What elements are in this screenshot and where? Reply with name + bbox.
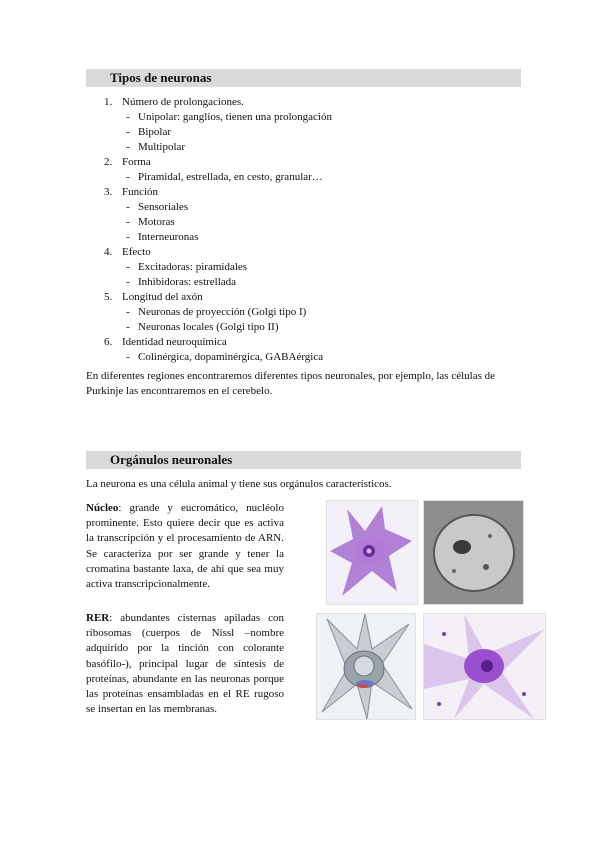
list-number: 1. <box>104 96 113 108</box>
dash-bullet: - <box>126 276 130 288</box>
term-rer: RER <box>86 612 110 624</box>
sub-list-text: Bipolar <box>138 126 171 138</box>
list-item <box>100 185 520 200</box>
sub-list-text: Excitadoras: piramidales <box>138 261 248 273</box>
dash-bullet: - <box>126 126 130 138</box>
list-number: 2. <box>104 156 113 168</box>
sub-list-item <box>100 215 520 230</box>
sub-list-item <box>100 110 520 125</box>
list-number: 3. <box>104 186 113 198</box>
dash-bullet: - <box>126 351 130 363</box>
sub-list-text: Interneuronas <box>138 231 199 243</box>
section-header-organulos <box>86 451 521 469</box>
sub-list-text: Motoras <box>138 216 175 228</box>
text-nucleo: : grande y eucromático, nucléolo prominente. Esto quiere decir que es activa la transcripción y el procesamiento de ARN. Se caracteriza por ser grande y tener la cromatina bastante laxa, de ahí que sea muy activa transcripcionalmente. <box>86 502 284 591</box>
sub-list-item <box>100 320 520 335</box>
dash-bullet: - <box>126 231 130 243</box>
dash-bullet: - <box>126 216 130 228</box>
sub-list-text: Unipolar: ganglios, tienen una prolongación <box>138 111 332 123</box>
electron-micrograph-nucleus <box>423 500 524 605</box>
sub-list-item <box>100 140 520 155</box>
neuron-stain-image-1 <box>326 500 418 605</box>
sub-list-text: Neuronas de proyección (Golgi tipo I) <box>138 306 307 318</box>
list-item <box>100 245 520 260</box>
list-item <box>100 95 520 110</box>
section-header-tipos <box>86 69 521 87</box>
sub-list-item <box>100 200 520 215</box>
list-item <box>100 155 520 170</box>
dash-bullet: - <box>126 141 130 153</box>
list-label: Función <box>122 186 159 198</box>
sub-list-item <box>100 230 520 245</box>
neuron-types-list <box>100 95 520 365</box>
term-nucleo: Núcleo <box>86 502 119 514</box>
section-title: Orgánulos neuronales <box>110 452 233 467</box>
dash-bullet: - <box>126 111 130 123</box>
sub-list-item <box>100 350 520 365</box>
dash-bullet: - <box>126 261 130 273</box>
list-number: 6. <box>104 336 113 348</box>
list-item <box>100 335 520 350</box>
dash-bullet: - <box>126 321 130 333</box>
sub-list-item <box>100 125 520 140</box>
list-number: 4. <box>104 246 113 258</box>
text-rer: : abundantes cisternas apiladas con ribosomas (cuerpos de Nissl –nombre adquirido por la tinción con colorante basófilo-), principal lugar de síntesis de proteínas, abundante en las neuronas porque las proteínas ensambladas en el RE rugoso se insertan en las membranas. <box>86 612 284 716</box>
section-title: Tipos de neuronas <box>110 70 212 85</box>
sub-list-item <box>100 170 520 185</box>
sub-list-item <box>100 305 520 320</box>
list-label: Efecto <box>122 246 151 258</box>
neuron-stain-image-2 <box>423 613 546 720</box>
list-label: Forma <box>122 156 151 168</box>
paragraph-rer <box>86 611 284 717</box>
neuron-organelles-illustration <box>316 613 416 720</box>
sub-list-text: Multipolar <box>138 141 186 153</box>
list-number: 5. <box>104 291 113 303</box>
dash-bullet: - <box>126 171 130 183</box>
sub-list-item <box>100 275 520 290</box>
sub-list-text: Inhibidoras: estrellada <box>138 276 237 288</box>
sub-list-text: Piramidal, estrellada, en cesto, granular… <box>138 171 323 183</box>
paragraph-regions: En diferentes regiones encontraremos diferentes tipos neuronales, por ejemplo, las células de Purkinje las encontraremos en el cerebelo. <box>86 370 495 397</box>
dash-bullet: - <box>126 201 130 213</box>
list-label: Longitud del axón <box>122 291 203 303</box>
list-label: Identidad neuroquímica <box>122 336 227 348</box>
sub-list-text: Neuronas locales (Golgi tipo II) <box>138 321 279 333</box>
sub-list-text: Sensoriales <box>138 201 189 213</box>
list-item <box>100 290 520 305</box>
paragraph-intro: La neurona es una célula animal y tiene sus orgánulos característicos. <box>86 478 392 490</box>
dash-bullet: - <box>126 306 130 318</box>
sub-list-text: Colinérgica, dopaminérgica, GABAérgica <box>138 351 324 363</box>
paragraph-nucleo <box>86 501 284 592</box>
list-label: Número de prolongaciones. <box>122 96 244 108</box>
sub-list-item <box>100 260 520 275</box>
